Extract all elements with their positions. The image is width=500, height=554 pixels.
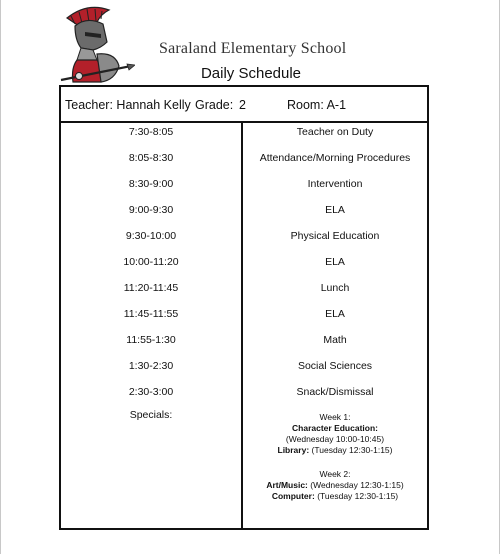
room-number: Room: A-1	[287, 98, 347, 112]
table-header	[61, 87, 427, 123]
table-row	[61, 152, 427, 168]
activity-cell: ELA	[325, 308, 345, 320]
time-cell: 8:05-8:30	[128, 152, 174, 164]
table-row	[61, 126, 427, 142]
grade-value: 2	[239, 98, 246, 112]
time-cell: 7:30-8:05	[128, 126, 174, 138]
activity-cell: Attendance/Morning Procedures	[259, 152, 411, 164]
table-row	[61, 282, 427, 298]
table-row	[61, 178, 427, 194]
week2-item2-time: (Tuesday 12:30-1:15)	[317, 491, 399, 501]
time-cell: 2:30-3:00	[128, 386, 174, 398]
specials-label: Specials:	[129, 409, 173, 421]
activity-cell: Intervention	[307, 178, 363, 190]
activity-cell: Math	[323, 334, 347, 346]
week1-item1-time: (Wednesday 10:00-10:45)	[285, 434, 385, 444]
table-row	[61, 204, 427, 220]
schedule-table	[59, 85, 429, 530]
activity-cell: Social Sciences	[297, 360, 373, 372]
document-title: Daily Schedule	[200, 65, 302, 82]
time-cell: 11:20-11:45	[123, 282, 179, 294]
week1-item2-name: Library:	[277, 445, 310, 455]
table-row	[61, 334, 427, 350]
table-row	[61, 230, 427, 246]
activity-cell: Physical Education	[290, 230, 380, 242]
week2-item1-name: Art/Music:	[266, 480, 308, 490]
time-cell: 10:00-11:20	[123, 256, 179, 268]
time-cell: 9:00-9:30	[128, 204, 174, 216]
grade-label: Grade:	[195, 98, 234, 112]
activity-cell: ELA	[325, 256, 345, 268]
time-cell: 8:30-9:00	[128, 178, 174, 190]
week2-item1-time: (Wednesday 12:30-1:15)	[310, 480, 404, 490]
school-name: Saraland Elementary School	[159, 40, 347, 57]
specials-details	[243, 412, 427, 502]
activity-cell: ELA	[325, 204, 345, 216]
table-row	[61, 256, 427, 272]
week1-item1-name: Character Education:	[292, 423, 378, 433]
table-row	[61, 386, 427, 402]
time-cell: 11:55-1:30	[126, 334, 176, 346]
time-cell: 11:45-11:55	[123, 308, 179, 320]
activity-cell: Snack/Dismissal	[296, 386, 374, 398]
activity-cell: Teacher on Duty	[296, 126, 374, 138]
week1-title: Week 1:	[319, 412, 351, 422]
teacher-name: Teacher: Hannah Kelly	[65, 98, 191, 112]
week2-title: Week 2:	[319, 469, 351, 479]
table-row	[61, 360, 427, 376]
week1-item2-time: (Tuesday 12:30-1:15)	[311, 445, 393, 455]
time-cell: 9:30-10:00	[125, 230, 177, 242]
table-row	[61, 308, 427, 324]
time-cell: 1:30-2:30	[128, 360, 174, 372]
week2-item2-name: Computer:	[271, 491, 315, 501]
activity-cell: Lunch	[320, 282, 350, 294]
